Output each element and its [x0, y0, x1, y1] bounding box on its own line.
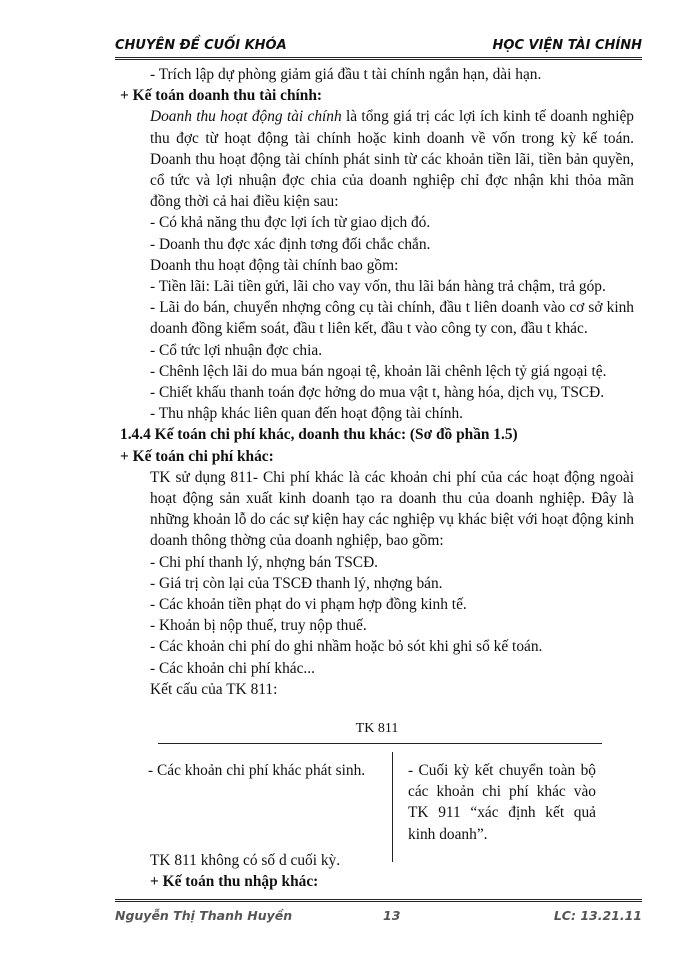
heading-section-144: 1.4.4 Kế toán chi phí khác, doanh thu khác: (Sơ đồ phần 1.5) — [120, 426, 518, 444]
line-other-income: - Thu nhập khác liên quan đến hoạt động tài chính. — [150, 405, 464, 423]
footer-rule — [115, 899, 642, 905]
page-footer — [115, 906, 642, 926]
para-financial-revenue — [120, 106, 634, 212]
page-header — [115, 34, 642, 56]
heading-other-income: + Kế toán thu nhập khác: — [150, 873, 319, 891]
para-tk811: TK sử dụng 811- Chi phí khác là các khoản chi phí của các hoạt động ngoài hoạt động sản xuất kinh doanh tạo ra doanh thu của doanh nghiệp. Đây là những khoản lỗ do các sự kiện hay các nghiệp vụ khác biệt với hoạt động kinh doanh thông thờng của doanh nghiệp, bao gồm: — [150, 468, 634, 550]
footer-class: LC: 13.21.11 — [553, 908, 642, 923]
line-penalty: - Các khoản tiền phạt do vi phạm hợp đồng kinh tế. — [150, 596, 467, 614]
t-account-debit: - Các khoản chi phí khác phát sinh. — [148, 762, 366, 779]
document-body — [120, 64, 634, 700]
footer-author: Nguyễn Thị Thanh Huyền — [115, 908, 293, 923]
header-left: CHUYÊN ĐỀ CUỐI KHÓA — [115, 38, 287, 53]
line-structure: Kết cấu của TK 811: — [150, 680, 278, 698]
line-condition-1: - Có khả năng thu đợc lợi ích từ giao dịch đó. — [150, 214, 431, 232]
line-tax: - Khoản bị nộp thuế, truy nộp thuế. — [150, 617, 367, 635]
t-account-horizontal-rule — [158, 743, 602, 744]
heading-financial-revenue: + Kế toán doanh thu tài chính: — [120, 87, 323, 105]
header-rule — [115, 57, 642, 63]
line-error: - Các khoản chi phí do ghi nhầm hoặc bỏ sót khi ghi sổ kế toán. — [150, 638, 543, 656]
line-other-costs: - Các khoản chi phí khác... — [150, 659, 315, 677]
line-dividend: - Cổ tức lợi nhuận đợc chia. — [150, 341, 323, 359]
t-account-credit: - Cuối kỳ kết chuyển toàn bộ các khoản chi phí khác vào TK 911 “xác định kết quả kinh doanh”. — [408, 762, 596, 843]
line-no-balance: TK 811 không có số d cuối kỳ. — [150, 852, 341, 869]
line-condition-2: - Doanh thu đợc xác định tơng đối chắc chắn. — [150, 235, 431, 253]
t-account-title: TK 811 — [355, 721, 399, 736]
line-fx-gain: - Chênh lệch lãi do mua bán ngoại tệ, khoản lãi chênh lệch tỷ giá ngoại tệ. — [150, 362, 607, 380]
term-financial-revenue: Doanh thu hoạt động tài chính — [150, 108, 342, 126]
para-transfer-gain: - Lãi do bán, chuyển nhợng công cụ tài chính, đầu t liên doanh vào cơ sở kinh doanh đồng kiểm soát, đầu t liên kết, đầu t vào công ty con, đầu t khác. — [150, 299, 634, 338]
line-residual-value: - Giá trị còn lại của TSCĐ thanh lý, nhợng bán. — [150, 574, 443, 592]
line-includes: Doanh thu hoạt động tài chính bao gồm: — [150, 256, 399, 274]
para-financial-revenue-text: là tổng giá trị các lợi ích kinh tế doanh nghiệp thu đợc từ hoạt động tài chính hoặc kinh doanh về vốn trong kỳ kế toán. Doanh thu hoạt động tài chính phát sinh từ các khoản tiền lãi, tiền bản quyền, cổ tức và lợi nhuận đợc chia của doanh nghiệp chỉ đợc nhận khi thỏa mãn đồng thời cả hai điều kiện sau: — [150, 108, 635, 211]
line-discount: - Chiết khấu thanh toán đợc hởng do mua vật t, hàng hóa, dịch vụ, TSCĐ. — [150, 384, 605, 402]
t-account-vertical-rule — [392, 752, 393, 862]
line-liquidation: - Chi phí thanh lý, nhợng bán TSCĐ. — [150, 553, 379, 571]
line-interest: - Tiền lãi: Lãi tiền gửi, lãi cho vay vốn, thu lãi bán hàng trả chậm, trả góp. — [150, 278, 606, 296]
header-right: HỌC VIỆN TÀI CHÍNH — [492, 38, 642, 53]
after-table — [150, 850, 340, 892]
line-provision: - Trích lập dự phòng giảm giá đầu t tài chính ngắn hạn, dài hạn. — [150, 66, 542, 83]
heading-other-expense: + Kế toán chi phí khác: — [120, 447, 274, 465]
page-number: 13 — [383, 908, 401, 923]
